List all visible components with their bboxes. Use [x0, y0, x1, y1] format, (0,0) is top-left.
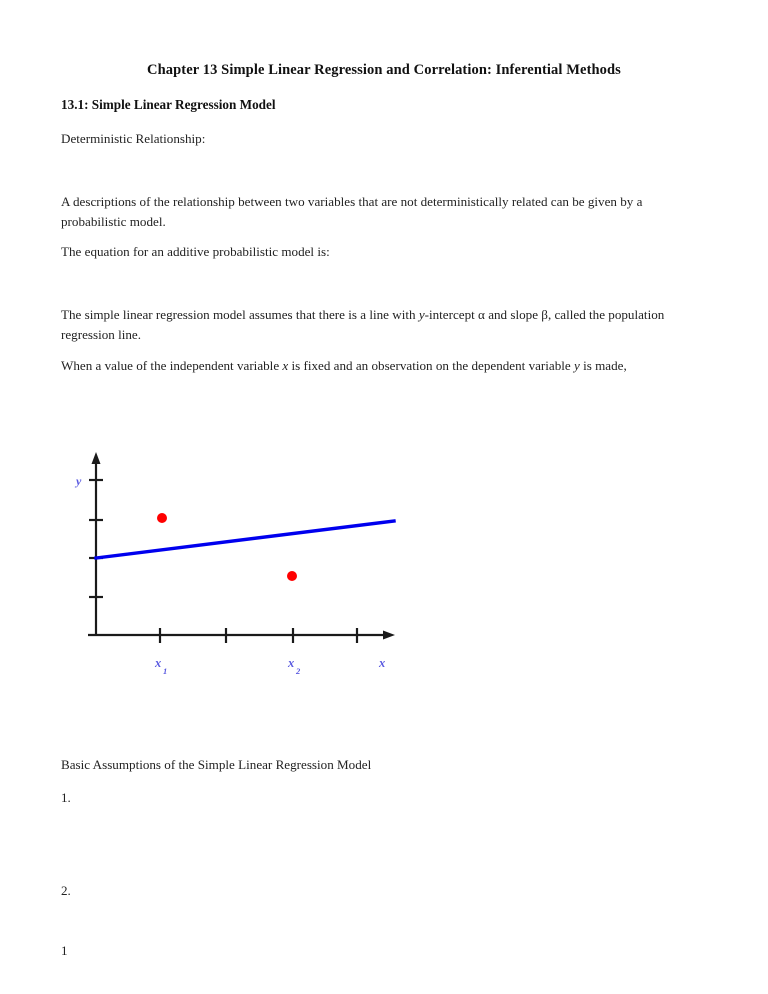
data-point-observation-1 [157, 513, 167, 523]
when-variable-y: y [574, 358, 580, 373]
paragraph-additive-equation: The equation for an additive probabilistic model is: [61, 244, 330, 259]
when-text-part3: is made, [579, 358, 627, 373]
x2-label: x [288, 656, 295, 670]
slr-text-part1: The simple linear regression model assumes that there is a line with [61, 307, 419, 322]
x1-label-subscript: 1 [163, 666, 168, 676]
when-text-part1: When a value of the independent variable [61, 358, 283, 373]
page-number: 1 [61, 943, 68, 958]
paragraph-probabilistic-model: A descriptions of the relationship between two variables that are not deterministically related can be given by a probabilistic model. [61, 194, 643, 229]
x-axis-label: x [379, 656, 386, 670]
x-axis-arrowhead [383, 631, 395, 640]
x1-label: x [155, 656, 162, 670]
paragraph-regression-line [61, 305, 695, 344]
section-heading: 13.1: Simple Linear Regression Model [61, 97, 276, 112]
when-text-part2: is fixed and an observation on the dependent variable [288, 358, 575, 373]
slr-variable-y: y [418, 307, 425, 322]
y-axis-label: y [76, 474, 82, 488]
regression-figure [60, 440, 420, 690]
data-point-observation-2 [287, 571, 297, 581]
y-axis-arrowhead [92, 452, 101, 464]
population-regression-line [96, 521, 394, 558]
slr-text-part2: -intercept α and slope β, called the population regression line. [61, 307, 665, 342]
paragraph-observation [61, 356, 707, 376]
page-title: Chapter 13 Simple Linear Regression and Correlation: Inferential Methods [147, 62, 621, 78]
assumption-item-2: 2. [61, 883, 71, 898]
deterministic-relationship-label: Deterministic Relationship: [61, 131, 206, 146]
x2-label-subscript: 2 [296, 666, 301, 676]
regression-chart [60, 440, 420, 690]
when-variable-x: x [282, 358, 289, 373]
assumption-item-1: 1. [61, 790, 71, 805]
assumptions-heading: Basic Assumptions of the Simple Linear Regression Model [61, 757, 372, 772]
